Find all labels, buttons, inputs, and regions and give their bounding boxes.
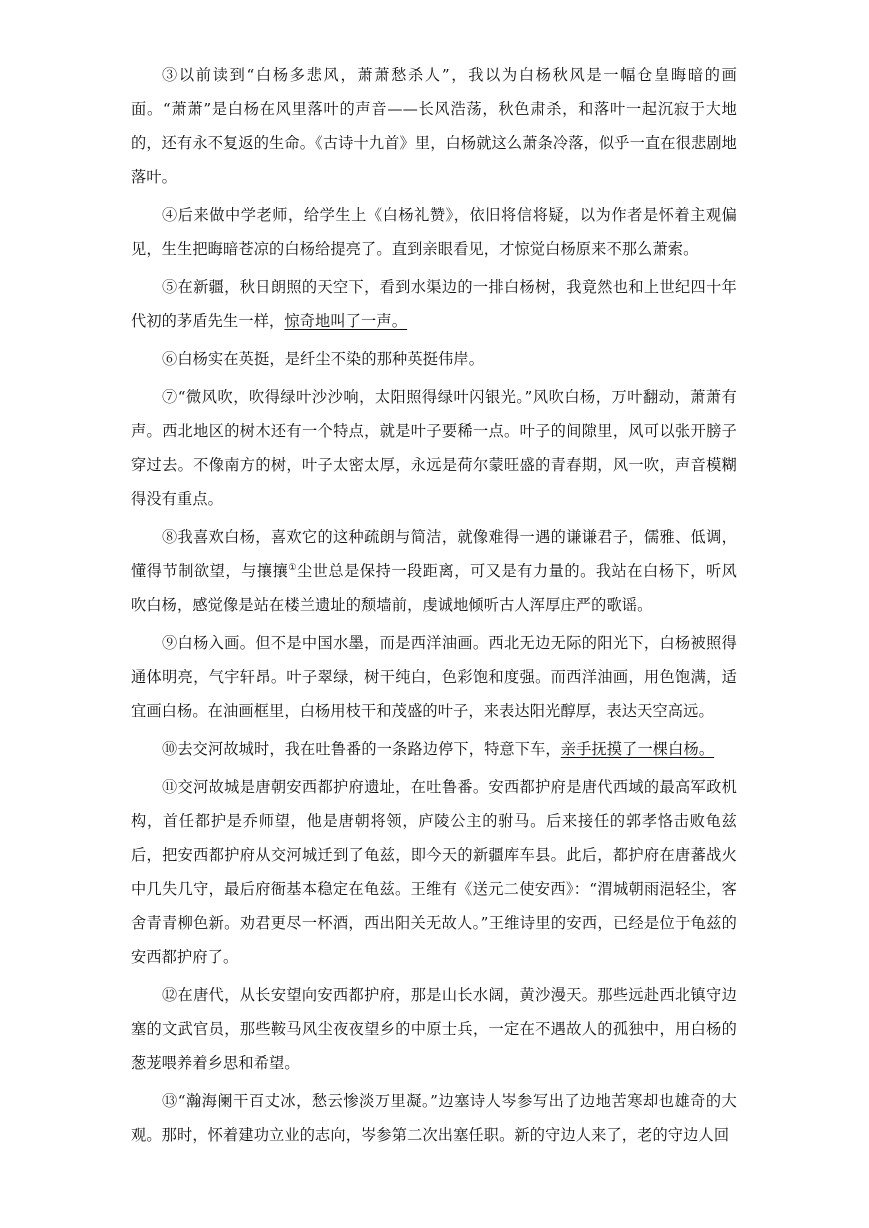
paragraph-text: ⑥白杨实在英挺，是纤尘不染的那种英挺伟岸。 xyxy=(162,350,485,368)
paragraph-text: ③以前读到“白杨多悲风，萧萧愁杀人”，我以为白杨秋风是一幅仓皇晦暗的画面。“萧萧”是白杨在风里落叶的声音——长风浩荡，秋色肃杀，和落叶一起沉寂于大地的，还有永不复返的生命。《古诗十九首》里，白杨就这么萧条冷落，似乎一直在很悲剧地落叶。 xyxy=(131,66,737,186)
paragraph-text: ⑪交河故城是唐朝安西都护府遗址，在吐鲁番。安西都护府是唐代西域的最高军政机构，首任都护是乔师望，他是唐朝将领，庐陵公主的驸马。后来接任的郭孝恪击败龟兹后，把安西都护府从交河城迁到了龟兹，即今天的新疆库车县。此后，都护府在唐蕃战火中几失几守，最后府衙基本稳定在龟兹。王维有《送元二使安西》：“渭城朝雨浥轻尘，客舍青青柳色新。劝君更尽一杯酒，西出阳关无故人。”王维诗里的安西，已经是位于龟兹的安西都护府了。 xyxy=(131,778,737,966)
essay-body xyxy=(131,58,737,1152)
paragraph-text: ⑤在新疆，秋日朗照的天空下，看到水渠边的一排白杨树，我竟然也和上世纪四十年代初的茅盾先生一样， xyxy=(131,278,737,330)
paragraph-p4 xyxy=(131,198,737,266)
paragraph-p12 xyxy=(131,978,737,1080)
paragraph-p9 xyxy=(131,626,737,728)
underlined-text: 亲手抚摸了一棵白杨。 xyxy=(560,740,715,758)
paragraph-text: ⑩去交河故城时，我在吐鲁番的一条路边停下，特意下车， xyxy=(162,740,561,758)
paragraph-p3 xyxy=(131,58,737,194)
paragraph-text: ⑧我喜欢白杨，喜欢它的这种疏朗与简洁，就像难得一遇的谦谦君子，儒雅、低调，懂得节制欲望，与攘攘 xyxy=(131,528,737,580)
paragraph-p5 xyxy=(131,270,737,338)
paragraph-text: ⑨白杨入画。但不是中国水墨，而是西洋油画。西北无边无际的阳光下，白杨被照得通体明亮，气宇轩昂。叶子翠绿，树干纯白，色彩饱和度强。而西洋油画，用色饱满，适宜画白杨。在油画框里，白杨用枝干和茂盛的叶子，来表达阳光醇厚，表达天空高远。 xyxy=(131,634,737,720)
footnote-marker: ① xyxy=(288,562,297,573)
paragraph-p10 xyxy=(131,732,737,766)
paragraph-p7 xyxy=(131,380,737,516)
paragraph-p13 xyxy=(131,1084,737,1152)
paragraph-text: ④后来做中学老师，给学生上《白杨礼赞》，依旧将信将疑，以为作者是怀着主观偏见，生生把晦暗苍凉的白杨给提亮了。直到亲眼看见，才惊觉白杨原来不那么萧索。 xyxy=(131,206,737,258)
paragraph-p6 xyxy=(131,342,737,376)
paragraph-text: ⑦“微风吹，吹得绿叶沙沙响，太阳照得绿叶闪银光。”风吹白杨，万叶翻动，萧萧有声。西北地区的树木还有一个特点，就是叶子要稀一点。叶子的间隙里，风可以张开膀子穿过去。不像南方的树，叶子太密太厚，永远是荷尔蒙旺盛的青春期，风一吹，声音模糊得没有重点。 xyxy=(131,388,737,508)
underlined-text: 惊奇地叫了一声。 xyxy=(284,312,408,330)
paragraph-p11 xyxy=(131,770,737,974)
paragraph-text: ⑫在唐代，从长安望向安西都护府，那是山长水阔，黄沙漫天。那些远赴西北镇守边塞的文武官员，那些鞍马风尘夜夜望乡的中原士兵，一定在不遇故人的孤独中，用白杨的葱茏喂养着乡思和希望。 xyxy=(131,986,737,1072)
paragraph-text: ⑬“瀚海阑干百丈冰，愁云惨淡万里凝。”边塞诗人岑参写出了边地苦寒却也雄奇的大观。那时，怀着建功立业的志向，岑参第二次出塞任职。新的守边人来了，老的守边人回 xyxy=(131,1092,737,1144)
paragraph-text: 尘世总是保持一段距离，可又是有力量的。我站在白杨下，听风吹白杨，感觉像是站在楼兰遗址的颓墙前，虔诚地倾听古人浑厚庄严的歌谣。 xyxy=(131,562,738,614)
paragraph-p8 xyxy=(131,520,737,622)
